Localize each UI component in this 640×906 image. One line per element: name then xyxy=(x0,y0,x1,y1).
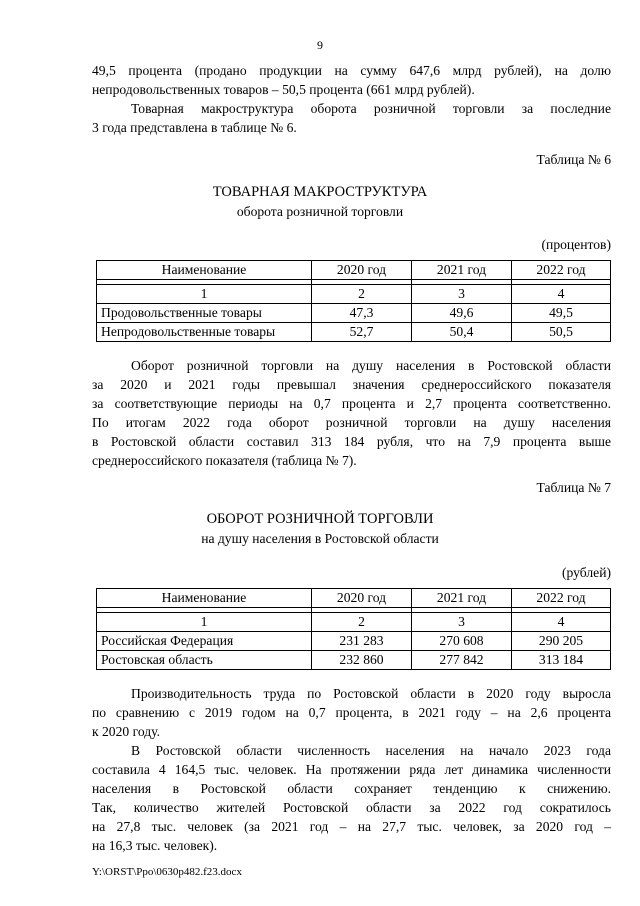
table-header-row xyxy=(97,261,611,280)
column-header: Наименование xyxy=(97,261,312,280)
table-7 xyxy=(96,588,611,670)
column-header: 2022 год xyxy=(512,261,611,280)
paragraph-line: 3 года представлена в таблице № 6. xyxy=(92,120,297,135)
value-cell: 52,7 xyxy=(312,323,412,342)
value-cell: 49,5 xyxy=(512,304,611,323)
index-cell: 1 xyxy=(97,285,312,304)
paragraph-line: к 2020 году. xyxy=(92,724,160,739)
paragraph-line: за 2020 и 2021 годы превышал значения среднероссийского показателя xyxy=(92,377,611,392)
paragraph-line: Оборот розничной торговли на душу населения в Ростовской области xyxy=(131,358,611,373)
value-cell: 49,6 xyxy=(412,304,512,323)
paragraph-line: за соответствующие периоды на 0,7 процента и 2,7 процента соответственно. xyxy=(92,396,611,411)
paragraph-line: непродовольственных товаров – 50,5 процента (661 млрд рублей). xyxy=(92,82,475,97)
column-header: 2022 год xyxy=(512,589,611,608)
table-row xyxy=(97,304,611,323)
row-name-cell: Продовольственные товары xyxy=(97,304,312,323)
index-cell: 1 xyxy=(97,613,312,632)
table-6-subtitle: оборота розничной торговли xyxy=(236,204,404,219)
paragraph-line: составила 4 164,5 тыс. человек. На протяжении ряда лет динамика численности xyxy=(92,762,611,777)
paragraph-line: Товарная макроструктура оборота розничной торговли за последние xyxy=(131,101,611,116)
value-cell: 313 184 xyxy=(512,651,611,670)
row-name-cell: Ростовская область xyxy=(97,651,312,670)
table-header-row xyxy=(97,589,611,608)
value-cell: 231 283 xyxy=(312,632,412,651)
index-cell: 4 xyxy=(512,613,611,632)
paragraph-line: По итогам 2022 года оборот розничной торговли на душу населения xyxy=(92,415,611,430)
value-cell: 290 205 xyxy=(512,632,611,651)
paragraph-line: В Ростовской области численность населения на начало 2023 года xyxy=(131,743,611,758)
value-cell: 232 860 xyxy=(312,651,412,670)
column-header: 2021 год xyxy=(412,589,512,608)
table-7-subtitle: на душу населения в Ростовской области xyxy=(201,531,439,546)
column-header: Наименование xyxy=(97,589,312,608)
value-cell: 50,5 xyxy=(512,323,611,342)
footer-file-path: Y:\ORST\Ppo\0630p482.f23.docx xyxy=(92,866,242,878)
page-number: 9 xyxy=(317,38,323,52)
table-row xyxy=(97,651,611,670)
value-cell: 50,4 xyxy=(412,323,512,342)
row-name-cell: Непродовольственные товары xyxy=(97,323,312,342)
table-7-units: (рублей) xyxy=(562,565,611,580)
table-6-title: ТОВАРНАЯ МАКРОСТРУКТУРА xyxy=(212,184,428,200)
row-name-cell: Российская Федерация xyxy=(97,632,312,651)
paragraph-line: на 16,3 тыс. человек). xyxy=(92,838,218,853)
paragraph-line: Так, количество жителей Ростовской области за 2022 год сократилось xyxy=(92,800,611,815)
value-cell: 270 608 xyxy=(412,632,512,651)
index-cell: 3 xyxy=(412,613,512,632)
table-row xyxy=(97,632,611,651)
table-index-row xyxy=(97,285,611,304)
table-row xyxy=(97,323,611,342)
table-7-label: Таблица № 7 xyxy=(536,480,611,495)
table-6-units: (процентов) xyxy=(541,237,611,252)
index-cell: 3 xyxy=(412,285,512,304)
paragraph-line: среднероссийского показателя (таблица № 7). xyxy=(92,453,357,468)
value-cell: 277 842 xyxy=(412,651,512,670)
paragraph-line: на 27,8 тыс. человек (за 2021 год – на 27,7 тыс. человек, за 2020 год – xyxy=(92,819,611,834)
column-header: 2020 год xyxy=(312,589,412,608)
paragraph-line: населения в Ростовской области сохраняет тенденцию к снижению. xyxy=(92,781,611,796)
paragraph-line: в Ростовской области составил 313 184 рубля, что на 7,9 процента выше xyxy=(92,434,611,449)
value-cell: 47,3 xyxy=(312,304,412,323)
table-6 xyxy=(96,260,611,342)
table-7-title: ОБОРОТ РОЗНИЧНОЙ ТОРГОВЛИ xyxy=(206,511,434,527)
index-cell: 2 xyxy=(312,285,412,304)
index-cell: 4 xyxy=(512,285,611,304)
index-cell: 2 xyxy=(312,613,412,632)
paragraph-line: по сравнению с 2019 годом на 0,7 процента, в 2021 году – на 2,6 процента xyxy=(92,705,611,720)
column-header: 2021 год xyxy=(412,261,512,280)
table-index-row xyxy=(97,613,611,632)
table-6-label: Таблица № 6 xyxy=(536,152,611,167)
column-header: 2020 год xyxy=(312,261,412,280)
paragraph-line: Производительность труда по Ростовской области в 2020 году выросла xyxy=(131,686,611,701)
paragraph-line: 49,5 процента (продано продукции на сумму 647,6 млрд рублей), на долю xyxy=(92,63,611,78)
